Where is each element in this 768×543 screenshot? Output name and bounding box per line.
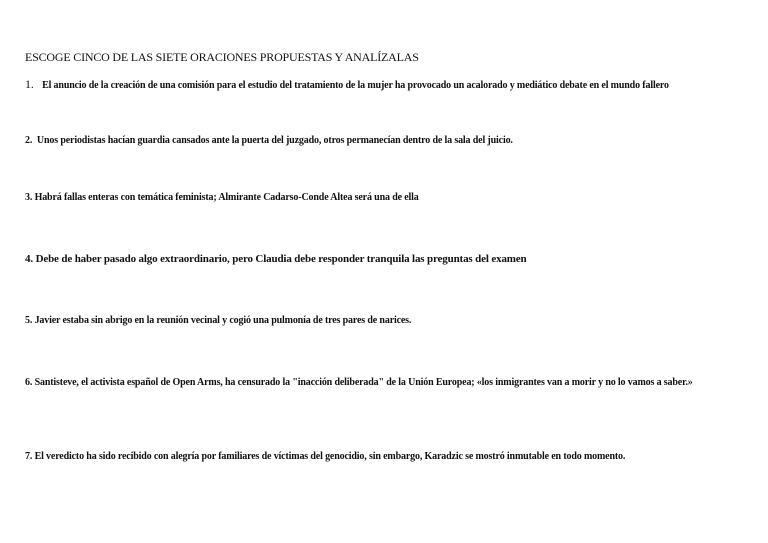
sentence-text: Debe de haber pasado algo extraordinario, pero Claudia debe responder tranquila las preguntas del examen — [35, 253, 527, 265]
sentence-5 — [25, 315, 411, 326]
sentence-number: 4. — [25, 253, 33, 265]
sentence-number: 3. — [25, 192, 33, 203]
sentence-number: 5. — [25, 315, 33, 326]
sentence-text: Unos periodistas hacían guardia cansados ante la puerta del juzgado, otros permanecían dentro de la sala del juicio. — [36, 135, 513, 146]
sentence-number: 7. — [25, 451, 33, 462]
sentence-text: Santisteve, el activista español de Open Arms, ha censurado la "inacción deliberada" de la Unión Europea; «los inmigrantes van a morir y no lo vamos a saber.» — [34, 377, 693, 388]
sentence-2 — [25, 135, 513, 146]
sentence-text: El veredicto ha sido recibido con alegría por familiares de víctimas del genocidio, sin embargo, Karadzic se mostró inmutable en todo momento. — [34, 451, 626, 462]
sentence-number: 1. — [25, 77, 34, 91]
sentence-3 — [25, 192, 419, 203]
sentence-6 — [25, 377, 693, 388]
sentence-1 — [25, 77, 669, 92]
sentence-4 — [25, 253, 527, 265]
document-title: ESCOGE CINCO DE LAS SIETE ORACIONES PROPUESTAS Y ANALÍZALAS — [25, 50, 419, 64]
sentence-text: Habrá fallas enteras con temática feminista; Almirante Cadarso-Conde Altea será una de ella — [34, 192, 419, 203]
sentence-number: 2. — [25, 135, 33, 146]
sentence-number: 6. — [25, 377, 33, 388]
sentence-7 — [25, 451, 625, 462]
sentence-text: El anuncio de la creación de una comisión para el estudio del tratamiento de la mujer ha provocado un acalorado y mediático debate en el mundo fallero — [42, 80, 669, 91]
sentence-text: Javier estaba sin abrigo en la reunión vecinal y cogió una pulmonía de tres pares de narices. — [34, 315, 412, 326]
